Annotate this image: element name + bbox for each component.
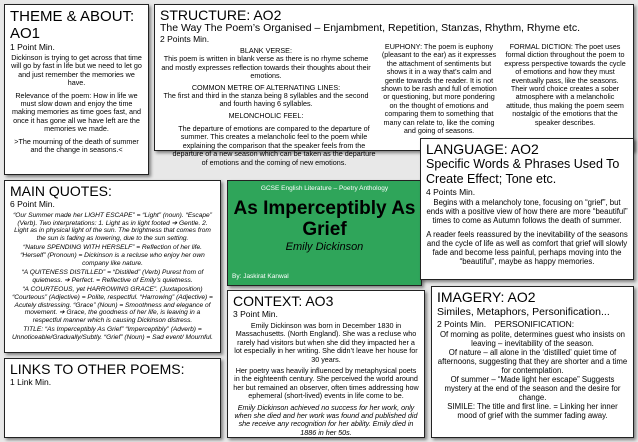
structure-box (154, 4, 634, 167)
context-p2: Her poetry was heavily influenced by metaphysical poets in the eighteenth century. She perceived the world around her but remained an observer, often times addressing how ephemeral (short-lived) events in life come to be. (233, 366, 419, 401)
imagery-p4: SIMILE: The title and first line. = Linking her inner mood of grief with the summer fading away. (447, 402, 618, 420)
blank-verse-title: BLANK VERSE: (240, 46, 292, 55)
language-p1: Begins with a melancholy tone, focusing on “grief”, but ends with a positive view of how there are more “beautiful” times to come as Autumn follows the death of summer. (426, 198, 628, 225)
theme-heading: THEME & ABOUT: AO1 (10, 8, 135, 42)
structure-heading: STRUCTURE: AO2 (160, 7, 282, 23)
title-card-title: As Imperceptibly As Grief (233, 198, 416, 240)
context-mins: 3 Point Min. (233, 309, 278, 319)
structure-subtitle: The Way The Poem’s Organised – Enjambment, Repetition, Stanzas, Rhythm, Rhyme etc. (160, 22, 580, 34)
quote-2: “Nature SPENDING WITH HERSELF” = Reflection of her life. “Herself” (Pronoun) = Dickinson is a recluse who enjoy her own company like nature. (20, 244, 205, 267)
links-mins: 1 Link Min. (10, 377, 52, 387)
imagery-mins-row (437, 319, 628, 330)
language-subtitle: Specific Words & Phrases Used To Create Effect; Tone etc. (426, 157, 620, 186)
quote-5: TITLE: “As Imperceptibly As Grief” “Imperceptibly” (Adverb) = Unnoticeable/Gradually/Subtly. “Grief” (Noun) = Sad event/ Mournful. (12, 326, 213, 341)
language-p2: A reader feels reassured by the inevitability of the seasons and the cycle of life as well as comfort that grief will slowly fade and become less painful, perhaps moving into the “beautiful”, maybe as happy memories. (426, 230, 628, 266)
links-heading: LINKS TO OTHER POEMS: (10, 361, 185, 377)
common-metre-text: The first and third in the stanza being 8 syllables and the second and fourth having 6 syllables. (163, 91, 369, 109)
imagery-p2: Of nature – all alone in the ‘distilled’ quiet time of afternoons, suggesting that they are shorter and a time for contemplation. (437, 348, 628, 375)
imagery-personification-title: PERSONIFICATION: (494, 319, 575, 329)
theme-p3: >The mourning of the death of summer and the change in seasons.< (14, 136, 139, 155)
context-p1: Emily Dickinson was born in December 1830 in Massachusetts. (North England). She was a recluse who rarely had visitors but when she did they impacted her a lot especially in her writing. She didn’t leave her house for 30 years. (234, 321, 418, 364)
title-card (227, 180, 422, 286)
title-card-course: GCSE English Literature – Poetry Anthology (260, 185, 389, 192)
common-metre-title: COMMON METRE OF ALTERNATING LINES: (191, 82, 341, 92)
euphony-text: EUPHONY: The poem is euphony (pleasant to the ear) as it expresses the attachment of sentiments but shows it in a way that’s calm and gentle towards the reader. It is not shown to be rash and full of emotion or questioning, but more pondering on the thought of emotions and comparing them to something that many can relate to, like the coming and going of seasons. (381, 42, 497, 136)
links-box (4, 358, 221, 438)
theme-p2: Relevance of the poem: How in life we must slow down and enjoy the time making memories as time goes fast, and once it has gone all we have left are the memories we made. (11, 90, 142, 134)
structure-mins: 2 Points Min. (160, 34, 210, 44)
imagery-mins: 2 Points Min. (437, 319, 487, 329)
theme-box (4, 4, 149, 175)
melancholic-title: MELONCHOLIC FEEL: (228, 110, 304, 120)
imagery-box (431, 286, 634, 438)
structure-left-col (157, 47, 375, 120)
theme-p1: Dickinson is trying to get across that time will go by fast in life but we need to let go and just remember the memories we have. (11, 53, 142, 88)
language-mins: 4 Points Min. (426, 187, 476, 197)
theme-mins: 1 Point Min. (10, 42, 55, 52)
blank-verse-text: This poem is written in blank verse as there is no rhyme scheme and mostly expresses reflection towards their thoughts about their emotions. (161, 54, 371, 81)
title-card-author: By: Jaskirat Kanwal (232, 273, 289, 280)
quotes-box (4, 180, 221, 353)
quotes-heading: MAIN QUOTES: (10, 183, 112, 199)
formal-diction-text: FORMAL DICTION: The poet uses formal diction throughout the poem to express perspective towards the cycle of emotions and how they must eventually pass, like the seasons. Their word choice creates a sober atmosphere with a melancholic attitude, thus making the poem seem nostalgic of the emotions that the speaker describes. (504, 42, 626, 127)
context-p3: Emily Dickinson achieved no success for her work, only when she died and her work was found and published did she receive any recognition for her ability. Emily died in 1886 in her 50s. (234, 402, 418, 437)
language-box (420, 138, 634, 280)
quote-3: “A QUITENESS DISTILLED” = “Distilled” (Verb) Purest from of quietness. ➔ Perfect. = Reflective of Emily’s quietness. (21, 269, 204, 284)
context-heading: CONTEXT: AO3 (233, 293, 334, 309)
quote-1: “Our Summer made her LIGHT ESCAPE” = “Light” (noun). “Escape” (Verb). Two interpretations: 1. Light as in light footed ➔ Gentle. 2. Light as in physical light of the sun. The brightness that comes from the sun is fading as lowering, due to the sun setting. (13, 212, 212, 242)
title-card-poet: Emily Dickinson (285, 241, 364, 253)
melancholic-text: The departure of emotions are compared to the departure of summer. This creates a melancholic feel to the poem while explaining the comparison that the speaker feels from the departure of a new season which can be taken as the departure of emotions and the coming of new emotions. (172, 124, 376, 167)
language-heading: LANGUAGE: AO2 (426, 141, 539, 157)
imagery-subtitle: Similes, Metaphors, Personification... (437, 306, 610, 318)
quote-4: “A COURTEOUS, yet HARROWING GRACE”. (Juxtaposition) “Courteous” (Adjective) = Polite, respectful. “Harrowing” (Adjective) = Acutely distressing. “Grace” (Noun) = Smoothness and elegance of movement. ➔ Grace, the goodness of her life, is leaving in a respectful manner which is causing Dickinson distress. (12, 286, 213, 324)
context-box (227, 290, 425, 438)
imagery-p1: Of morning as polite, determines guest who insists on leaving – inevitability of the season. (439, 330, 626, 348)
imagery-heading: IMAGERY: AO2 (437, 289, 536, 305)
imagery-p3: Of summer – “Made light her escape” Suggests mystery at the end of the season and the desire for change. (444, 375, 621, 402)
quotes-mins: 6 Point Min. (10, 199, 55, 209)
